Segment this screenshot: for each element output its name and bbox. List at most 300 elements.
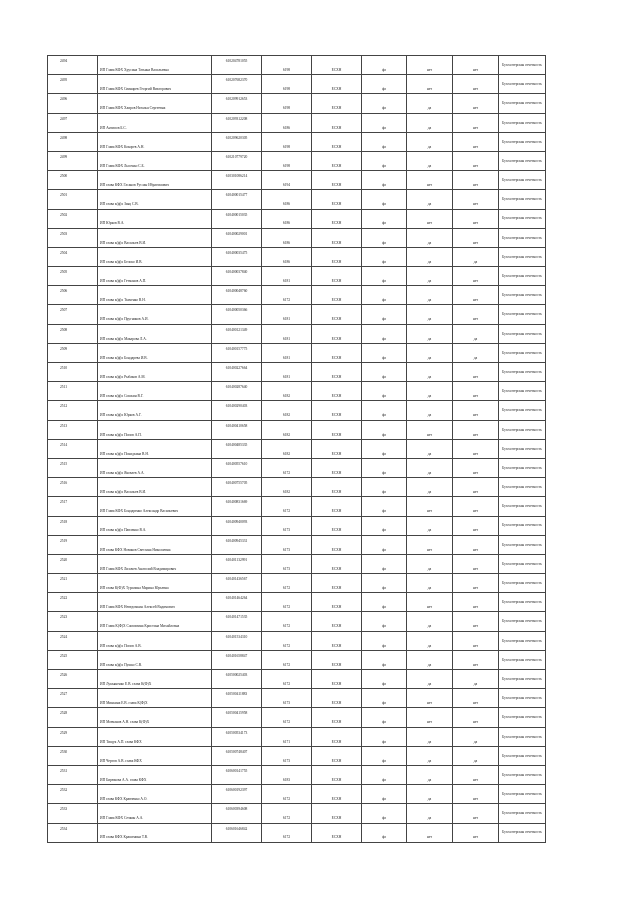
row-number: 2496 <box>48 94 98 113</box>
flag-two: да <box>453 670 499 689</box>
entity-name: ИП Глава КФХ Лысенко С.Б. <box>98 151 212 170</box>
flag-one: да <box>407 132 453 151</box>
table-row <box>48 746 546 765</box>
table-row <box>48 765 546 784</box>
tax-regime: ЕСХН <box>312 689 362 708</box>
flag-one: нет <box>407 209 453 228</box>
flag-two: нет <box>453 113 499 132</box>
registry-table <box>47 55 546 843</box>
report-type: Бухгалтерская отчетность <box>499 75 546 94</box>
table-row <box>48 190 546 209</box>
tax-regime: ЕСХН <box>312 458 362 477</box>
flag-one: да <box>407 746 453 765</box>
report-type: Бухгалтерская отчетность <box>499 382 546 401</box>
entity-name: ИП глава к(ф)х Гетманов А.П. <box>98 267 212 286</box>
table-row <box>48 670 546 689</box>
table-row <box>48 612 546 631</box>
entity-name: ИП глава к(ф)х Покидкина В.Н. <box>98 439 212 458</box>
flag-one: да <box>407 324 453 343</box>
tax-regime: ЕСХН <box>312 132 362 151</box>
entity-type: фл <box>362 593 407 612</box>
row-number: 2519 <box>48 535 98 554</box>
entity-type: фл <box>362 132 407 151</box>
flag-one: да <box>407 458 453 477</box>
flag-one: да <box>407 727 453 746</box>
tax-regime: ЕСХН <box>312 478 362 497</box>
flag-two: нет <box>453 458 499 477</box>
report-type: Бухгалтерская отчетность <box>499 247 546 266</box>
flag-two: нет <box>453 708 499 727</box>
entity-type: фл <box>362 574 407 593</box>
flag-one: да <box>407 343 453 362</box>
row-number: 2512 <box>48 401 98 420</box>
flag-two: нет <box>453 535 499 554</box>
flag-one: нет <box>407 535 453 554</box>
inn-code: 610400121349 <box>212 324 262 343</box>
entity-type: фл <box>362 765 407 784</box>
okved-code: 6182 <box>262 420 312 439</box>
report-type: Бухгалтерская отчетность <box>499 228 546 247</box>
row-number: 2503 <box>48 228 98 247</box>
tax-regime: ЕСХН <box>312 228 362 247</box>
entity-type: фл <box>362 94 407 113</box>
row-number: 2494 <box>48 56 98 75</box>
report-type: Бухгалтерская отчетность <box>499 631 546 650</box>
row-number: 2521 <box>48 574 98 593</box>
inn-code: 610204781055 <box>212 56 262 75</box>
tax-regime: ЕСХН <box>312 574 362 593</box>
row-number: 2505 <box>48 267 98 286</box>
entity-name: ИП Глава КФХ Хрусина Татьяна Васильевна <box>98 56 212 75</box>
okved-code: 6182 <box>262 478 312 497</box>
tax-regime: ЕСХН <box>312 785 362 804</box>
flag-one: да <box>407 113 453 132</box>
entity-type: фл <box>362 75 407 94</box>
row-number: 2513 <box>48 420 98 439</box>
okved-code: 6172 <box>262 785 312 804</box>
entity-type: фл <box>362 343 407 362</box>
report-type: Бухгалтерская отчетность <box>499 56 546 75</box>
entity-type: фл <box>362 804 407 823</box>
flag-one: да <box>407 286 453 305</box>
report-type: Бухгалтерская отчетность <box>499 132 546 151</box>
report-type: Бухгалтерская отчетность <box>499 420 546 439</box>
table-row <box>48 343 546 362</box>
entity-name: ИП Бирюкова А.А. глава КФХ <box>98 765 212 784</box>
entity-type: фл <box>362 631 407 650</box>
inn-code: 610500411883 <box>212 689 262 708</box>
report-type: Бухгалтерская отчетность <box>499 574 546 593</box>
okved-code: 6172 <box>262 823 312 842</box>
okved-code: 6181 <box>262 343 312 362</box>
tax-regime: ЕСХН <box>312 56 362 75</box>
table-row <box>48 727 546 746</box>
row-number: 2530 <box>48 746 98 765</box>
flag-one: нет <box>407 56 453 75</box>
entity-type: фл <box>362 420 407 439</box>
report-type: Бухгалтерская отчетность <box>499 804 546 823</box>
okved-code: 6183 <box>262 765 312 784</box>
entity-type: фл <box>362 650 407 669</box>
table-row <box>48 516 546 535</box>
flag-two: нет <box>453 612 499 631</box>
flag-two: нет <box>453 765 499 784</box>
flag-two: нет <box>453 171 499 190</box>
entity-type: фл <box>362 727 407 746</box>
tax-regime: ЕСХН <box>312 363 362 382</box>
inn-code: 610601646842 <box>212 823 262 842</box>
okved-code: 6173 <box>262 554 312 573</box>
inn-code: 610400227664 <box>212 363 262 382</box>
flag-one: да <box>407 401 453 420</box>
tax-regime: ЕСХН <box>312 75 362 94</box>
inn-code: 610400290403 <box>212 401 262 420</box>
inn-code: 610210779720 <box>212 151 262 170</box>
entity-name: ИП глава к(ф)х Попов А.П. <box>98 420 212 439</box>
report-type: Бухгалтерская отчетность <box>499 746 546 765</box>
report-type: Бухгалтерская отчетность <box>499 612 546 631</box>
flag-one: да <box>407 439 453 458</box>
entity-type: фл <box>362 612 407 631</box>
inn-code: 610500534173 <box>212 727 262 746</box>
entity-name: ИП Чертов А.В. глава КФХ <box>98 746 212 765</box>
report-type: Бухгалтерская отчетность <box>499 765 546 784</box>
inn-code: 610400035475 <box>212 247 262 266</box>
entity-name: ИП глава к(ф)х Пругников А.И. <box>98 305 212 324</box>
row-number: 2498 <box>48 132 98 151</box>
entity-type: фл <box>362 535 407 554</box>
tax-regime: ЕСХН <box>312 727 362 746</box>
inn-code: 610401132991 <box>212 554 262 573</box>
row-number: 2517 <box>48 497 98 516</box>
entity-name: ИП глава к(ф)х Юрков А.Г. <box>98 401 212 420</box>
tax-regime: ЕСХН <box>312 516 362 535</box>
report-type: Бухгалтерская отчетность <box>499 689 546 708</box>
table-row <box>48 401 546 420</box>
report-type: Бухгалтерская отчетность <box>499 94 546 113</box>
okved-code: 6181 <box>262 324 312 343</box>
flag-two: нет <box>453 151 499 170</box>
flag-one: да <box>407 267 453 286</box>
entity-type: фл <box>362 247 407 266</box>
report-type: Бухгалтерская отчетность <box>499 305 546 324</box>
entity-name: ИП Глава КФХ Свинарев Георгий Викторович <box>98 75 212 94</box>
flag-one: нет <box>407 689 453 708</box>
tax-regime: ЕСХН <box>312 746 362 765</box>
report-type: Бухгалтерская отчетность <box>499 324 546 343</box>
report-type: Бухгалтерская отчетность <box>499 593 546 612</box>
inn-code: 610400050366 <box>212 305 262 324</box>
okved-code: 6194 <box>262 171 312 190</box>
flag-two: нет <box>453 267 499 286</box>
table-row <box>48 324 546 343</box>
row-number: 2501 <box>48 190 98 209</box>
flag-one: да <box>407 94 453 113</box>
okved-code: 6182 <box>262 382 312 401</box>
tax-regime: ЕСХН <box>312 612 362 631</box>
tax-regime: ЕСХН <box>312 823 362 842</box>
flag-one: нет <box>407 823 453 842</box>
report-type: Бухгалтерская отчетность <box>499 727 546 746</box>
row-number: 2524 <box>48 631 98 650</box>
entity-type: фл <box>362 401 407 420</box>
table-row <box>48 113 546 132</box>
tax-regime: ЕСХН <box>312 420 362 439</box>
flag-two: нет <box>453 689 499 708</box>
okved-code: 6172 <box>262 708 312 727</box>
entity-name: ИП Юрков В.А. <box>98 209 212 228</box>
inn-code: 610400485335 <box>212 439 262 458</box>
report-type: Бухгалтерская отчетность <box>499 286 546 305</box>
inn-code: 610600192397 <box>212 785 262 804</box>
report-type: Бухгалтерская отчетность <box>499 497 546 516</box>
entity-name: ИП Глава КФХ Лихачев Анатолий Владимирович <box>98 554 212 573</box>
entity-name: ИП Глава КФХ Неведомкин Алексей Вадимович <box>98 593 212 612</box>
inn-code: 610400015035 <box>212 209 262 228</box>
flag-two: нет <box>453 516 499 535</box>
entity-type: фл <box>362 267 407 286</box>
okved-code: 6186 <box>262 209 312 228</box>
table-row <box>48 804 546 823</box>
table-row <box>48 286 546 305</box>
okved-code: 6198 <box>262 94 312 113</box>
tax-regime: ЕСХН <box>312 171 362 190</box>
entity-name: ИП глава КФХ Новиков Светлана Николаевна <box>98 535 212 554</box>
inn-code: 610401471535 <box>212 612 262 631</box>
flag-two: нет <box>453 631 499 650</box>
row-number: 2507 <box>48 305 98 324</box>
okved-code: 6182 <box>262 401 312 420</box>
entity-name: ИП глава к(ф)х Рыбаков А.М. <box>98 363 212 382</box>
entity-type: фл <box>362 497 407 516</box>
entity-name: ИП Минкина Е.В. глава К(Ф)Х <box>98 689 212 708</box>
entity-type: фл <box>362 554 407 573</box>
entity-name: ИП глава к(ф)х Ткаченко В.Н. <box>98 286 212 305</box>
flag-one: нет <box>407 171 453 190</box>
okved-code: 6173 <box>262 516 312 535</box>
row-number: 2509 <box>48 343 98 362</box>
okved-code: 6172 <box>262 631 312 650</box>
tax-regime: ЕСХН <box>312 324 362 343</box>
report-type: Бухгалтерская отчетность <box>499 823 546 842</box>
inn-code: 610500748407 <box>212 746 262 765</box>
okved-code: 6198 <box>262 75 312 94</box>
table-row <box>48 228 546 247</box>
row-number: 2504 <box>48 247 98 266</box>
entity-name: ИП Глава КФХ Бондаренко Александр Васильевич <box>98 497 212 516</box>
table-row <box>48 823 546 842</box>
entity-name: ИП глава к(ф)х Бондарева И.В. <box>98 343 212 362</box>
table-row <box>48 689 546 708</box>
flag-two: нет <box>453 420 499 439</box>
flag-two: нет <box>453 94 499 113</box>
inn-code: 610400157775 <box>212 343 262 362</box>
flag-two: нет <box>453 56 499 75</box>
entity-name: ИП глава КФХ Крашенина Т.В. <box>98 823 212 842</box>
entity-type: фл <box>362 478 407 497</box>
flag-one: да <box>407 765 453 784</box>
entity-type: фл <box>362 670 407 689</box>
flag-one: да <box>407 670 453 689</box>
row-number: 2533 <box>48 804 98 823</box>
row-number: 2516 <box>48 478 98 497</box>
flag-one: да <box>407 228 453 247</box>
entity-name: ИП Глава КФХ Сечкин А.А. <box>98 804 212 823</box>
flag-two: нет <box>453 785 499 804</box>
flag-one: да <box>407 612 453 631</box>
registry-rows <box>48 56 546 843</box>
report-type: Бухгалтерская отчетность <box>499 535 546 554</box>
report-type: Бухгалтерская отчетность <box>499 267 546 286</box>
entity-type: фл <box>362 324 407 343</box>
okved-code: 6173 <box>262 689 312 708</box>
tax-regime: ЕСХН <box>312 765 362 784</box>
entity-name: ИП глава к(ф)х Макарова Л.А. <box>98 324 212 343</box>
okved-code: 6181 <box>262 267 312 286</box>
inn-code: 610401464264 <box>212 593 262 612</box>
inn-code: 610401658847 <box>212 650 262 669</box>
flag-two: нет <box>453 554 499 573</box>
report-type: Бухгалтерская отчетность <box>499 478 546 497</box>
entity-name: ИП глава к(ф)х Васильев В.И. <box>98 228 212 247</box>
tax-regime: ЕСХН <box>312 401 362 420</box>
entity-name: ИП глава к(ф)х Попов А.В. <box>98 631 212 650</box>
entity-name: ИП Глава КФХ Кокорев А.Н. <box>98 132 212 151</box>
entity-type: фл <box>362 823 407 842</box>
okved-code: 6172 <box>262 497 312 516</box>
entity-name: ИП глава к(ф)х Сошкин В.Г. <box>98 382 212 401</box>
table-row <box>48 497 546 516</box>
inn-code: 610209312208 <box>212 113 262 132</box>
flag-two: нет <box>453 478 499 497</box>
row-number: 2525 <box>48 650 98 669</box>
tax-regime: ЕСХН <box>312 247 362 266</box>
report-type: Бухгалтерская отчетность <box>499 190 546 209</box>
inn-code: 610301086214 <box>212 171 262 190</box>
inn-code: 610600394608 <box>212 804 262 823</box>
tax-regime: ЕСХН <box>312 151 362 170</box>
tax-regime: ЕСХН <box>312 209 362 228</box>
tax-regime: ЕСХН <box>312 650 362 669</box>
table-row <box>48 151 546 170</box>
document-page <box>47 55 545 843</box>
entity-name: ИП глава к(ф)х Васильев В.И. <box>98 478 212 497</box>
flag-two: нет <box>453 439 499 458</box>
inn-code: 610209912653 <box>212 94 262 113</box>
tax-regime: ЕСХН <box>312 382 362 401</box>
flag-one: да <box>407 574 453 593</box>
okved-code: 6181 <box>262 363 312 382</box>
flag-one: да <box>407 785 453 804</box>
entity-type: фл <box>362 209 407 228</box>
entity-name: ИП глава КФХ Кравченко А.О. <box>98 785 212 804</box>
tax-regime: ЕСХН <box>312 94 362 113</box>
entity-name: ИП глава к(ф)х Заяц С.В. <box>98 190 212 209</box>
flag-two: да <box>453 343 499 362</box>
report-type: Бухгалтерская отчетность <box>499 708 546 727</box>
okved-code: 6181 <box>262 305 312 324</box>
flag-two: да <box>453 324 499 343</box>
inn-code: 610401436567 <box>212 574 262 593</box>
row-number: 2534 <box>48 823 98 842</box>
tax-regime: ЕСХН <box>312 497 362 516</box>
entity-name: ИП глава К(Ф)Х Турилина Марина Юрьевна <box>98 574 212 593</box>
row-number: 2500 <box>48 171 98 190</box>
inn-code: 610401534310 <box>212 631 262 650</box>
row-number: 2527 <box>48 689 98 708</box>
entity-type: фл <box>362 113 407 132</box>
entity-name: ИП Глава КФХ Хаиров Наталья Сергеевна <box>98 94 212 113</box>
table-row <box>48 650 546 669</box>
okved-code: 6173 <box>262 746 312 765</box>
report-type: Бухгалтерская отчетность <box>499 650 546 669</box>
okved-code: 6173 <box>262 535 312 554</box>
entity-name: ИП Мовчанов А.Н. глава К(Ф)Х <box>98 708 212 727</box>
entity-type: фл <box>362 305 407 324</box>
entity-type: фл <box>362 785 407 804</box>
okved-code: 6198 <box>262 56 312 75</box>
entity-type: фл <box>362 190 407 209</box>
okved-code: 6198 <box>262 132 312 151</box>
flag-one: да <box>407 554 453 573</box>
entity-type: фл <box>362 228 407 247</box>
row-number: 2495 <box>48 75 98 94</box>
tax-regime: ЕСХН <box>312 305 362 324</box>
flag-one: да <box>407 190 453 209</box>
row-number: 2532 <box>48 785 98 804</box>
entity-name: ИП Тищук А.П. глава КФХ <box>98 727 212 746</box>
flag-two: нет <box>453 363 499 382</box>
flag-two: нет <box>453 382 499 401</box>
inn-code: 610400410658 <box>212 420 262 439</box>
flag-one: да <box>407 631 453 650</box>
report-type: Бухгалтерская отчетность <box>499 113 546 132</box>
okved-code: 6172 <box>262 574 312 593</box>
report-type: Бухгалтерская отчетность <box>499 516 546 535</box>
flag-one: да <box>407 478 453 497</box>
entity-name: ИП глава к(ф)х Павленко В.А. <box>98 516 212 535</box>
inn-code: 610209620305 <box>212 132 262 151</box>
entity-name: ИП Лукьяненко Е.В. глава К(Ф)Х <box>98 670 212 689</box>
flag-one: нет <box>407 420 453 439</box>
table-row <box>48 593 546 612</box>
entity-type: фл <box>362 382 407 401</box>
tax-regime: ЕСХН <box>312 535 362 554</box>
report-type: Бухгалтерская отчетность <box>499 363 546 382</box>
table-row <box>48 267 546 286</box>
flag-two: нет <box>453 132 499 151</box>
row-number: 2529 <box>48 727 98 746</box>
flag-two: нет <box>453 804 499 823</box>
row-number: 2523 <box>48 612 98 631</box>
tax-regime: ЕСХН <box>312 593 362 612</box>
okved-code: 6186 <box>262 113 312 132</box>
row-number: 2499 <box>48 151 98 170</box>
flag-two: нет <box>453 209 499 228</box>
row-number: 2497 <box>48 113 98 132</box>
flag-two: нет <box>453 228 499 247</box>
flag-one: да <box>407 247 453 266</box>
okved-code: 6186 <box>262 247 312 266</box>
flag-one: да <box>407 363 453 382</box>
okved-code: 6172 <box>262 650 312 669</box>
table-row <box>48 56 546 75</box>
row-number: 2511 <box>48 382 98 401</box>
inn-code: 610400831669 <box>212 497 262 516</box>
entity-type: фл <box>362 516 407 535</box>
row-number: 2522 <box>48 593 98 612</box>
tax-regime: ЕСХН <box>312 554 362 573</box>
